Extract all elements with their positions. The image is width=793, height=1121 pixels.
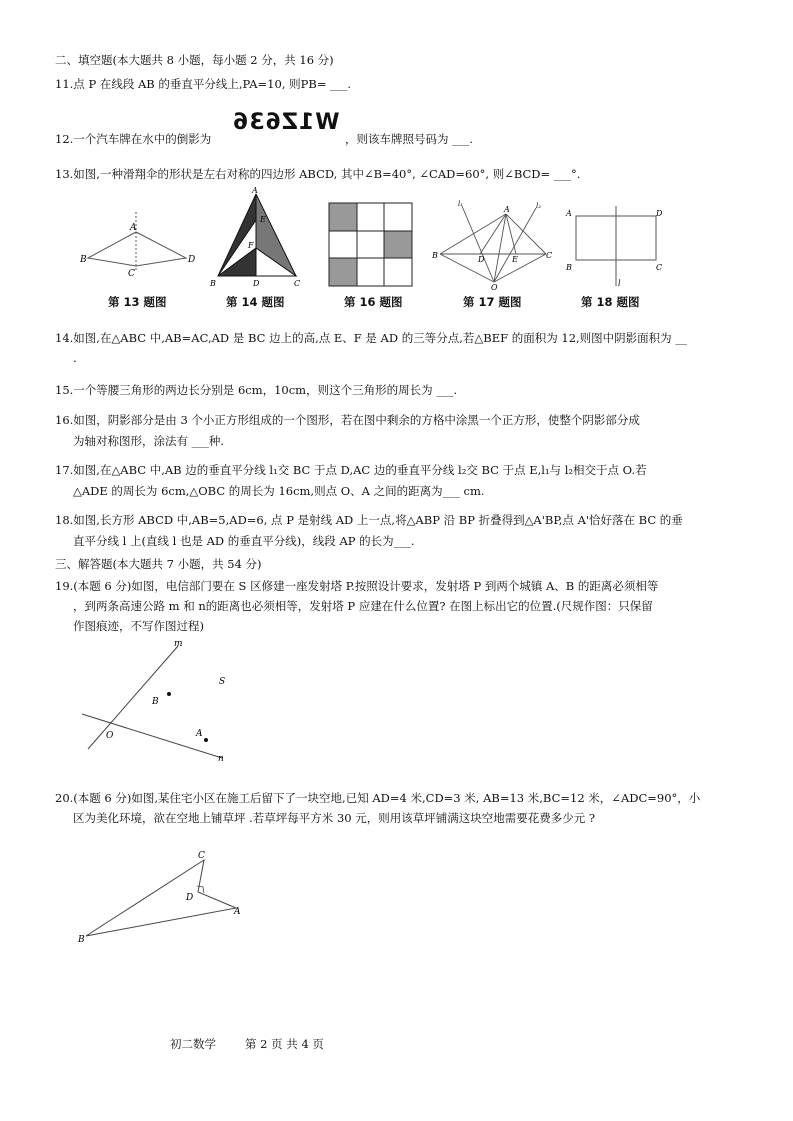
question-19-cont2: 作图痕迹，不写作图过程) [73, 619, 204, 633]
label-D: D [656, 209, 663, 218]
question-15: 15.一个等腰三角形的两边长分别是 6cm，10cm，则这个三角形的周长为 ___. [55, 383, 458, 397]
license-plate-reflection: W1Z636 [232, 110, 340, 135]
question-20: 20.(本题 6 分)如图,某住宅小区在施工后留下了一块空地,已知 AD=4 米,CD=3 米, AB=13 米,BC=12 米，∠ADC=90°，小 [55, 791, 701, 805]
label-A: A [130, 223, 137, 233]
section2-title: 二、填空题(本大题共 8 小题，每小题 2 分，共 16 分) [55, 53, 334, 67]
question-12-prefix: 12.一个汽车牌在水中的倒影为 [55, 132, 212, 146]
label-B: B [210, 279, 216, 288]
label-m: m [174, 639, 183, 649]
question-20-cont: 区为美化环境，欲在空地上铺草坪 .若草坪每平方米 30 元，则用该草坪铺满这块空地需要花费多少元 ? [73, 811, 596, 825]
figure-18 [562, 202, 666, 290]
label-A: A [566, 209, 572, 218]
question-18-cont: 直平分线 l 上(直线 l 也是 AD 的垂直平分线)，线段 AP 的长为___. [73, 534, 415, 548]
question-17: 17.如图,在△ABC 中,AB 边的垂直平分线 l₁交 BC 于点 D,AC 边的垂直平分线 l₂交 BC 于点 E,l₁与 l₂相交于点 O.若 [55, 463, 647, 477]
label-B: B [152, 697, 159, 707]
label-F: F [248, 241, 254, 250]
label-D: D [478, 255, 485, 264]
figure-20 [76, 848, 250, 944]
label-n: n [218, 754, 224, 762]
label-l2: l₂ [536, 202, 542, 210]
question-19-cont: ，到两条高速公路 m 和 n的距离也必须相等，发射塔 P 应建在什么位置? 在图上标出它的位置.(尺规作图：只保留 [73, 599, 653, 613]
label-C: C [128, 269, 135, 279]
footer-page: 第 2 页 共 4 页 [245, 1037, 324, 1051]
question-13: 13.如图,一种滑翔伞的形状是左右对称的四边形 ABCD, 其中∠B=40°, ∠CAD=60°, 则∠BCD= ___°. [55, 167, 581, 181]
label-D: D [253, 279, 260, 288]
question-14: 14.如图,在△ABC 中,AB=AC,AD 是 BC 边上的高,点 E、F 是 AD 的三等分点,若△BEF 的面积为 12,则图中阴影面积为 __ [55, 331, 687, 345]
label-l: l [618, 279, 621, 288]
question-12-suffix: ，则该车牌照号码为 ___. [345, 132, 474, 146]
figure-19 [76, 634, 236, 762]
label-A: A [234, 907, 241, 917]
question-14-cont: . [73, 351, 77, 365]
label-O: O [106, 731, 114, 741]
label-O: O [491, 283, 498, 290]
figure-17 [432, 198, 554, 290]
question-18: 18.如图,长方形 ABCD 中,AB=5,AD=6, 点 P 是射线 AD 上一点,将△ABP 沿 BP 折叠得到△A'BP,点 A'恰好落在 BC 的垂 [55, 513, 683, 527]
figure-14 [208, 186, 308, 288]
question-11: 11.点 P 在线段 AB 的垂直平分线上,PA=10, 则PB= ___. [55, 77, 352, 91]
question-16: 16.如图，阴影部分是由 3 个小正方形组成的一个图形，若在图中剩余的方格中涂黑一个正方形，使整个阴影部分成 [55, 413, 640, 427]
label-C: C [656, 263, 663, 272]
caption-fig18: 第 18 题图 [581, 295, 640, 309]
caption-fig14: 第 14 题图 [226, 295, 285, 309]
label-B: B [432, 251, 438, 260]
section3-title: 三、解答题(本大题共 7 小题，共 54 分) [55, 557, 262, 571]
label-D: D [188, 255, 196, 265]
label-A: A [196, 729, 203, 739]
label-l1: l₁ [458, 200, 464, 208]
label-E: E [512, 255, 518, 264]
label-D: D [186, 893, 194, 903]
question-17-cont: △ADE 的周长为 6cm,△OBC 的周长为 16cm,则点 O、A 之间的距离为___ cm. [73, 484, 485, 498]
label-B: B [566, 263, 572, 272]
question-16-cont: 为轴对称图形，涂法有 ___种. [73, 434, 225, 448]
label-B: B [78, 935, 85, 944]
label-C: C [294, 279, 301, 288]
caption-fig16: 第 16 题图 [344, 295, 403, 309]
label-E: E [260, 215, 266, 224]
label-A: A [504, 205, 510, 214]
caption-fig13: 第 13 题图 [108, 295, 167, 309]
label-A: A [252, 186, 258, 195]
label-C: C [198, 851, 205, 861]
footer-subject: 初二数学 [170, 1037, 216, 1051]
label-B: B [80, 255, 87, 265]
caption-fig17: 第 17 题图 [463, 295, 522, 309]
figure-16-grid [328, 202, 414, 288]
question-19: 19.(本题 6 分)如图，电信部门要在 S 区修建一座发射塔 P.按照设计要求，发射塔 P 到两个城镇 A、B 的距离必须相等 [55, 579, 659, 593]
label-S: S [219, 677, 226, 687]
figure-13 [78, 210, 198, 280]
label-C: C [546, 251, 553, 260]
